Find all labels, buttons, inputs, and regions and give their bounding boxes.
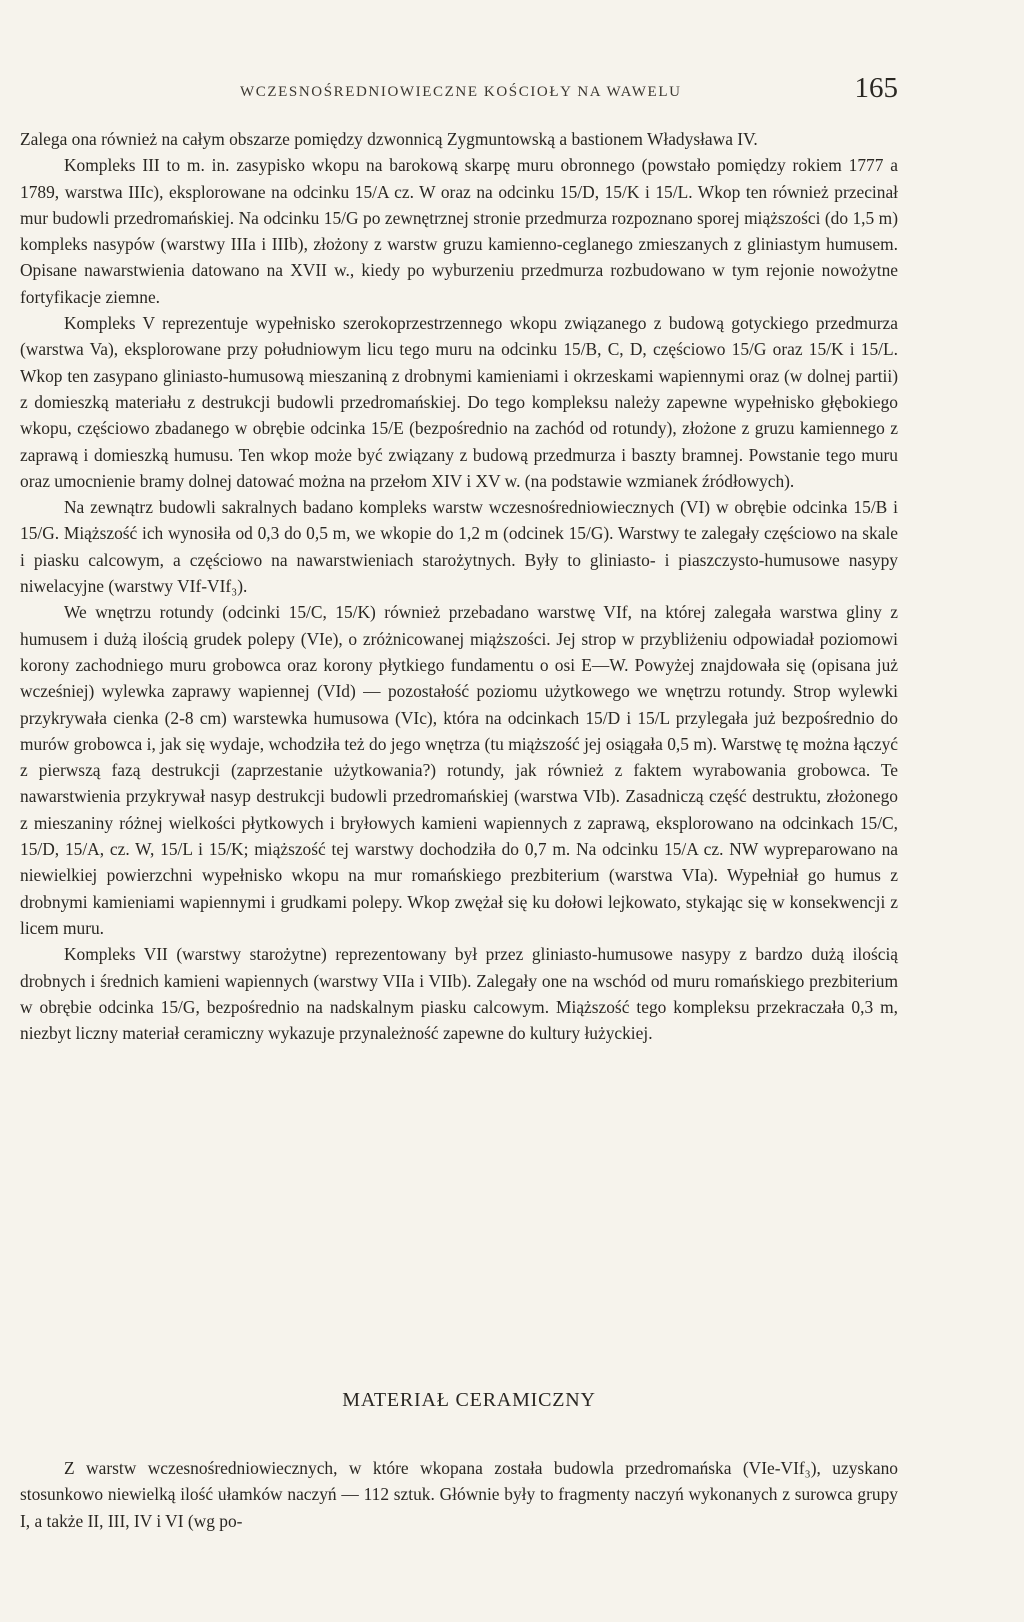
paragraph-kompleks-vii: Kompleks VII (warstwy starożytne) reprezentowany był przez gliniasto-humusowe nasypy z bardzo dużą ilością drobnych i średnich kamieni wapiennych (warstwy VIIa i VIIb). Zalegały one na wschód od muru romańskiego prezbiterium w obrębie odcinka 15/G, bezpośrednio na nadskalnym piasku calcowym. Miąższość tego kompleksu przekraczała 0,3 m, niezbyt liczny materiał ceramiczny wykazuje przynależność zapewne do kultury łużyckiej. (20, 944, 898, 1044)
section-body (20, 1455, 898, 1534)
section-heading: MATERIAŁ CERAMICZNY (342, 1389, 596, 1411)
paragraph-kompleks-iii: Kompleks III to m. in. zasypisko wkopu na barokową skarpę muru obronnego (powstało pomiędzy rokiem 1777 a 1789, warstwa IIIc), eksplorowane na odcinku 15/A cz. W oraz na odcinku 15/D, 15/K i 15/L. Wkop ten również przecinał mur budowli przedromańskiej. Na odcinku 15/G po zewnętrznej stronie przedmurza rozpoznano sporej miąższości (do 1,5 m) kompleks nasypów (warstwy IIIa i IIIb), złożony z warstw gruzu kamienno-ceglanego zmieszanych z gliniastym humusem. Opisane nawarstwienia datowano na XVII w., kiedy po wyburzeniu przedmurza rozbudowano w tym rejonie nowożytne fortyfikacje ziemne. (20, 155, 898, 307)
paragraph-rotunda-interior: We wnętrzu rotundy (odcinki 15/C, 15/K) również przebadano warstwę VIf, na której zalegała warstwa gliny z humusem i dużą ilością grudek polepy (VIe), o zróżnicowanej miąższości. Jej strop w przybliżeniu odpowiadał poziomowi korony zachodniego muru grobowca oraz korony płytkiego fundamentu o osi E—W. Powyżej znajdowała się (opisana już wcześniej) wylewka zaprawy wapiennej (VId) — pozostałość poziomu użytkowego we wnętrzu rotundy. Strop wylewki przykrywała cienka (2-8 cm) warstewka humusowa (VIc), która na odcinkach 15/D i 15/L przylegała już bezpośrednio do murów grobowca i, jak się wydaje, wchodziła też do jego wnętrza (tu miąższość jej osiągała 0,5 m). Warstwę tę można łączyć z pierwszą fazą destrukcji (zaprzestanie użytkowania?) rotundy, jak również z faktem wyrabowania grobowca. Te nawarstwienia przykrywał nasyp destrukcji budowli przedromańskiej (warstwa VIb). Zasadniczą część destruktu, złożonego z mieszaniny różnej wielkości płytkowych i bryłowych kamieni wapiennych z zaprawą, eksplorowano na odcinkach 15/C, 15/D, 15/A, cz. W, 15/L i 15/K; miąższość tej warstwy dochodziła do 0,7 m. Na odcinku 15/A cz. NW wypreparowano na niewielkiej powierzchni wypełnisko wkopu na mur romańskiego prezbiterium (warstwa VIa). Wypełniał go humus z drobnymi kamieniami wapiennymi i grudkami polepy. Wkop zwężał się ku dołowi lejkowato, stykając się w konsekwencji z licem muru. (20, 602, 898, 938)
paragraph-continuation: Zalega ona również na całym obszarze pomiędzy dzwonnicą Zygmuntowską a bastionem Władysława IV. (20, 129, 758, 149)
paragraph-kompleks-vi-outside: Na zewnątrz budowli sakralnych badano kompleks warstw wczesnośredniowiecznych (VI) w obrębie odcinka 15/B i 15/G. Miąższość ich wynosiła od 0,3 do 0,5 m, we wkopie do 1,2 m (odcinek 15/G). Warstwy te zalegały częściowo na skale i piasku calcowym, a częściowo na nawarstwieniach starożytnych. Były to gliniasto- i piaszczysto-humusowe nasypy niwelacyjne (warstwy VIf-VIf₃). (20, 497, 898, 597)
running-head (0, 72, 1024, 112)
paragraph-kompleks-v: Kompleks V reprezentuje wypełnisko szerokoprzestrzennego wkopu związanego z budową gotyckiego przedmurza (warstwa Va), eksplorowane przy południowym licu tego muru na odcinku 15/B, C, D, częściowo 15/G oraz 15/K i 15/L. Wkop ten zasypano gliniasto-humusową mieszaniną z drobnymi kamieniami i okrzeskami wapiennymi oraz (w dolnej partii) z domieszką materiału z destrukcji budowli przedromańskiej. Do tego kompleksu należy zapewne wypełnisko głębokiego wkopu, częściowo zbadanego w obrębie odcinka 15/E (bezpośrednio na zachód od rotundy), złożone z gruzu kamiennego z zaprawą i domieszką humusu. Ten wkop może być związany z budową przedmurza i baszty bramnej. Powstanie tego muru oraz umocnienie bramy dolnej datować można na przełom XIV i XV w. (na podstawie wzmianek źródłowych). (20, 313, 898, 491)
body-text (20, 126, 898, 1046)
section-paragraph: Z warstw wczesnośredniowiecznych, w które wkopana została budowla przedromańska (VIe-VIf₃), uzyskano stosunkowo niewielką ilość ułamków naczyń — 112 sztuk. Głównie były to fragmenty naczyń wykonanych z surowca grupy I, a także II, III, IV i VI (wg po- (20, 1458, 898, 1531)
page-number: 165 (854, 72, 898, 104)
running-title: WCZESNOŚREDNIOWIECZNE KOŚCIOŁY NA WAWELU (240, 84, 682, 100)
